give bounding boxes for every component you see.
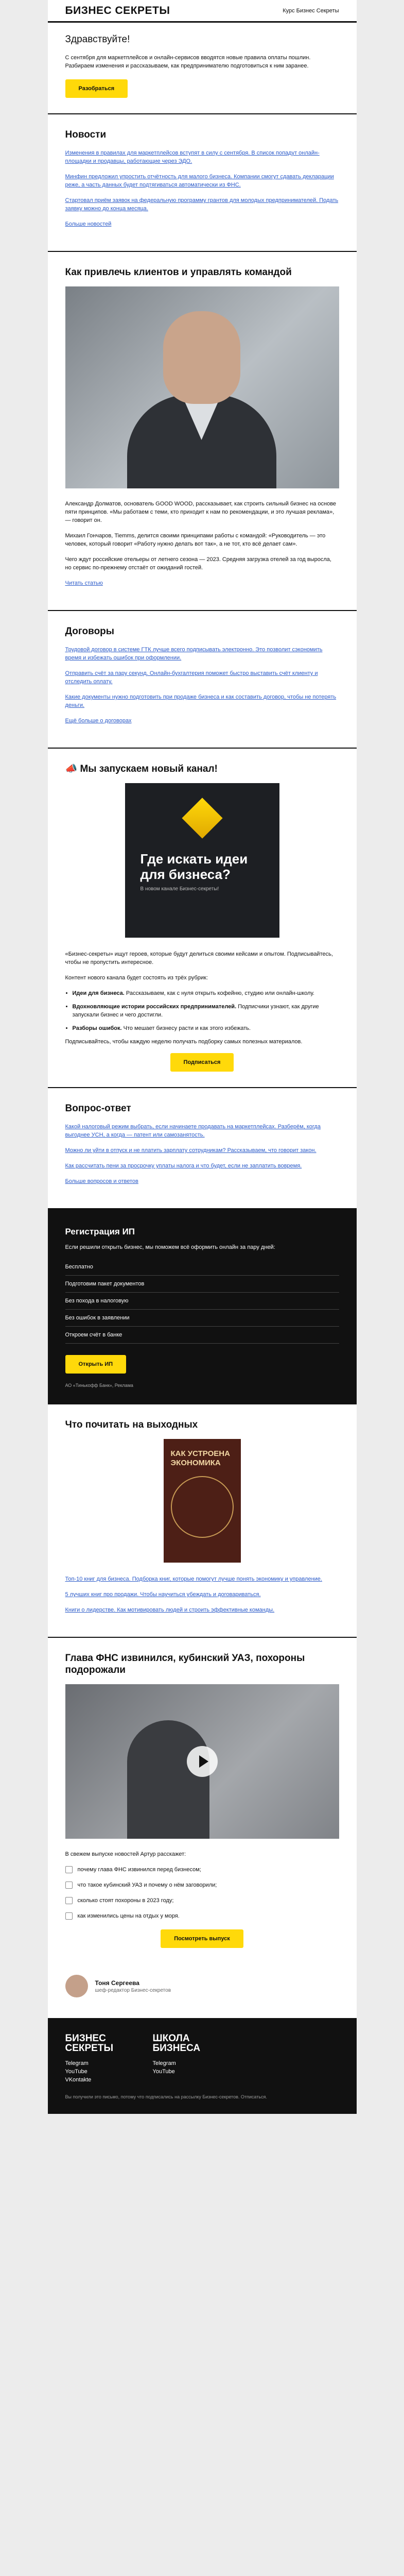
contracts-link[interactable]: Трудовой договор в системе ГТК лучше всего подписывать электронно. Это позволит сэкономить время и избежать ошибок при оформлении.	[65, 647, 323, 661]
megaphone-icon: 📣	[65, 764, 80, 774]
list-item-bold: Вдохновляющие истории российских предпринимателей.	[72, 1004, 237, 1010]
footer-link-vk[interactable]: VKontakte	[65, 2077, 92, 2083]
list-item	[73, 989, 339, 997]
qa-title: Вопрос-ответ	[65, 1103, 131, 1114]
reading-link[interactable]: 5 лучших книг про продажи. Чтобы научиться убеждать и договариваться.	[65, 1591, 261, 1598]
subscribe-button[interactable]: Подписаться	[170, 1053, 234, 1072]
list-item-text: Рассказываем, как с нуля открыть кофейню, студию или онлайн-школу.	[126, 990, 314, 996]
contracts-more-link[interactable]: Ещё больше о договорах	[65, 718, 132, 724]
footer-link-telegram[interactable]: Telegram	[152, 2060, 176, 2066]
checkbox-icon	[65, 1882, 73, 1889]
checklist-text: как изменились цены на отдых у моря.	[77, 1913, 180, 1919]
list-item-text: Что мешает бизнесу расти и как этого избежать.	[123, 1025, 251, 1031]
reading-item	[65, 1606, 339, 1614]
feature-title: Как привлечь клиентов и управлять командой	[65, 267, 292, 278]
list-item: Откроем счёт в банке	[65, 1327, 339, 1344]
greeting-text: С сентября для маркетплейсов и онлайн-сервисов вводятся новые правила оплаты пошлин. Разбираем изменения и рассказываем, как предпринимателю подготовиться к ним заранее.	[65, 55, 311, 69]
promo-image-title: Где искать идеи для бизнеса?	[140, 851, 248, 882]
checkbox-icon	[65, 1866, 73, 1873]
contracts-link[interactable]: Отправить счёт за пару секунд. Онлайн-бухгалтерия поможет быстро выставить счёт клиенту и отследить оплату.	[65, 670, 318, 685]
list-item	[73, 1024, 339, 1032]
author-signature	[48, 1963, 357, 2018]
greeting-button[interactable]: Разобраться	[65, 79, 128, 98]
list-item: Без ошибок в заявлении	[65, 1310, 339, 1327]
reading-item	[65, 1575, 339, 1583]
news-link[interactable]: Стартовал приём заявок на федеральную программу грантов для молодых предпринимателей. Подать заявку можно до конца месяца.	[65, 197, 339, 212]
ip-registration-block	[48, 1209, 357, 1404]
email-footer	[48, 2018, 357, 2114]
video-intro: В свежем выпуске новостей Артур расскажет:	[65, 1851, 186, 1857]
email-letter	[48, 0, 357, 2114]
list-item: Без похода в налоговую	[65, 1293, 339, 1310]
feature-paragraph: Михаил Гончаров, Tiemms, делится своими принципами работы с командой: «Руководитель — это человек, который говорит «Работу нужно делать вот так», а не тот, кто всё делает сам».	[65, 533, 326, 547]
footer-link-telegram[interactable]: Telegram	[65, 2060, 89, 2066]
open-ip-button[interactable]: Открыть ИП	[65, 1355, 127, 1374]
qa-item	[65, 1123, 339, 1139]
checklist-text: что такое кубинский УАЗ и почему о нём заговорили;	[77, 1882, 217, 1888]
list-item-bold: Идеи для бизнеса.	[72, 990, 125, 996]
footer-brands	[65, 2033, 339, 2084]
video-title: Глава ФНС извинился, кубинский УАЗ, похороны подорожали	[65, 1653, 305, 1675]
checklist-text: почему глава ФНС извинился перед бизнесом;	[77, 1867, 201, 1873]
checkbox-icon	[65, 1912, 73, 1920]
reading-link[interactable]: Топ-10 книг для бизнеса. Подборка книг, которые помогут лучше понять экономику и управление.	[65, 1576, 322, 1582]
feature-photo[interactable]	[65, 286, 339, 488]
footer-fine-print: Вы получили это письмо, потому что подписались на рассылку Бизнес-секретов. Отписаться.	[65, 2094, 267, 2099]
play-icon[interactable]	[187, 1746, 218, 1777]
greeting-title: Здравствуйте!	[65, 34, 130, 45]
promo-list	[65, 989, 339, 1032]
cube-icon	[182, 798, 222, 838]
news-section	[48, 114, 357, 252]
book-ornament	[171, 1476, 234, 1538]
qa-item	[65, 1146, 339, 1155]
contracts-title: Договоры	[65, 626, 115, 637]
reading-section	[48, 1404, 357, 1638]
reading-link[interactable]: Книги о лидерстве. Как мотивировать людей и строить эффективные команды.	[65, 1607, 275, 1613]
feature-section	[48, 252, 357, 611]
qa-link[interactable]: Как рассчитать пени за просрочку уплаты налога и что будет, если не заплатить вовремя.	[65, 1163, 302, 1169]
photo-person-head	[163, 311, 240, 404]
watch-episode-button[interactable]: Посмотреть выпуск	[161, 1929, 243, 1948]
reading-title: Что почитать на выходных	[65, 1419, 198, 1430]
checkbox-icon	[65, 1897, 73, 1904]
checklist-item	[65, 1896, 339, 1905]
ip-text: Если решили открыть бизнес, мы поможем всё оформить онлайн за пару дней:	[65, 1244, 275, 1250]
checklist-item	[65, 1912, 339, 1920]
promo-list-intro: Контент нового канала будет состоять из трёх рубрик:	[65, 975, 208, 981]
list-item: Бесплатно	[65, 1259, 339, 1276]
promo-intro: «Бизнес-секреты» ищут героев, которые будут делиться своими кейсами и опытом. Подписывайтесь, чтобы не пропустить интересное.	[65, 951, 333, 965]
avatar	[65, 1975, 88, 1997]
contracts-item	[65, 646, 339, 662]
ad-disclaimer: АО «Тинькофф Банк», Реклама	[65, 1383, 133, 1388]
list-item: Подготовим пакет документов	[65, 1276, 339, 1293]
footer-logo[interactable]: БИЗНЕС СЕКРЕТЫ	[65, 2033, 114, 2054]
feature-paragraph: Александр Долматов, основатель GOOD WOOD, рассказывает, как строить сильный бизнес на основе пяти принципов. «Мы работаем с теми, кто приходит к нам по рекомендации, и это лучшая реклама», — говорит он.	[65, 501, 337, 523]
book-cover[interactable]	[164, 1439, 241, 1563]
news-title: Новости	[65, 129, 107, 140]
list-item-bold: Разборы ошибок.	[72, 1025, 122, 1031]
promo-outro: Подписывайтесь, чтобы каждую неделю получать подборку самых полезных материалов.	[65, 1039, 303, 1045]
qa-link[interactable]: Какой налоговый режим выбрать, если начинаете продавать на маркетплейсах. Разберём, когда выгоднее УСН, а когда — патент или самозанятость.	[65, 1124, 321, 1138]
footer-link-youtube[interactable]: YouTube	[152, 2069, 175, 2075]
checklist-item	[65, 1881, 339, 1889]
video-section	[48, 1638, 357, 1963]
thumbnail-person	[127, 1720, 209, 1839]
footer-logo-school[interactable]: ШКОЛА БИЗНЕСА	[152, 2033, 201, 2054]
footer-link-youtube[interactable]: YouTube	[65, 2069, 87, 2075]
news-item	[65, 173, 339, 189]
promo-title	[65, 763, 339, 775]
promo-image[interactable]	[125, 783, 279, 938]
news-item	[65, 196, 339, 213]
book-title: КАК УСТРОЕНА ЭКОНОМИКА	[170, 1449, 230, 1467]
news-link[interactable]: Изменения в правилах для маркетплейсов вступят в силу с сентября. В список попадут онлайн-площадки и продавцы, работающие через ЭДО.	[65, 150, 320, 164]
author-name: Тоня Сергеева	[95, 1979, 139, 1987]
news-item	[65, 149, 339, 165]
contracts-item	[65, 693, 339, 709]
email-header	[48, 0, 357, 23]
qa-item	[65, 1162, 339, 1170]
promo-section	[48, 749, 357, 1088]
promo-title-text: Мы запускаем новый канал!	[80, 764, 218, 774]
qa-section	[48, 1088, 357, 1209]
qa-link[interactable]: Можно ли уйти в отпуск и не платить зарплату сотрудникам? Рассказываем, что говорит закон.	[65, 1147, 317, 1154]
contracts-link[interactable]: Какие документы нужно подготовить при продаже бизнеса и как составить договор, чтобы не потерять деньги.	[65, 694, 337, 708]
contracts-item	[65, 669, 339, 686]
list-item	[73, 1003, 339, 1019]
qa-more-link[interactable]: Больше вопросов и ответов	[65, 1178, 138, 1184]
contracts-section	[48, 611, 357, 749]
ip-list	[65, 1259, 339, 1344]
header-link[interactable]: Курс Бизнес Секреты	[283, 7, 339, 14]
greeting-block	[48, 23, 357, 114]
reading-item	[65, 1590, 339, 1599]
ip-title: Регистрация ИП	[65, 1227, 135, 1236]
news-more-link[interactable]: Больше новостей	[65, 221, 112, 227]
checklist-item	[65, 1866, 339, 1874]
author-role: шеф-редактор Бизнес-секретов	[95, 1987, 171, 1993]
list-item-text: Подписчики узнают, как другие запускали бизнес и чего достигли.	[72, 1004, 319, 1018]
video-thumbnail[interactable]	[65, 1684, 339, 1839]
promo-image-subtitle: В новом канале Бизнес-секреты!	[140, 886, 219, 892]
news-link[interactable]: Минфин предложил упростить отчётность для малого бизнеса. Компании смогут сдавать декларации реже, а часть данных будет подтягиваться автоматически из ФНС.	[65, 174, 334, 188]
checklist-text: сколько стоят похороны в 2023 году;	[77, 1897, 174, 1904]
feature-link[interactable]: Читать статью	[65, 580, 103, 586]
feature-paragraph: Чего ждут российские отельеры от летнего сезона — 2023. Средняя загрузка отелей за год выросла, но сервис по-прежнему отстаёт от ожиданий гостей.	[65, 556, 331, 571]
brand-logo[interactable]: БИЗНЕС СЕКРЕТЫ	[65, 4, 170, 16]
